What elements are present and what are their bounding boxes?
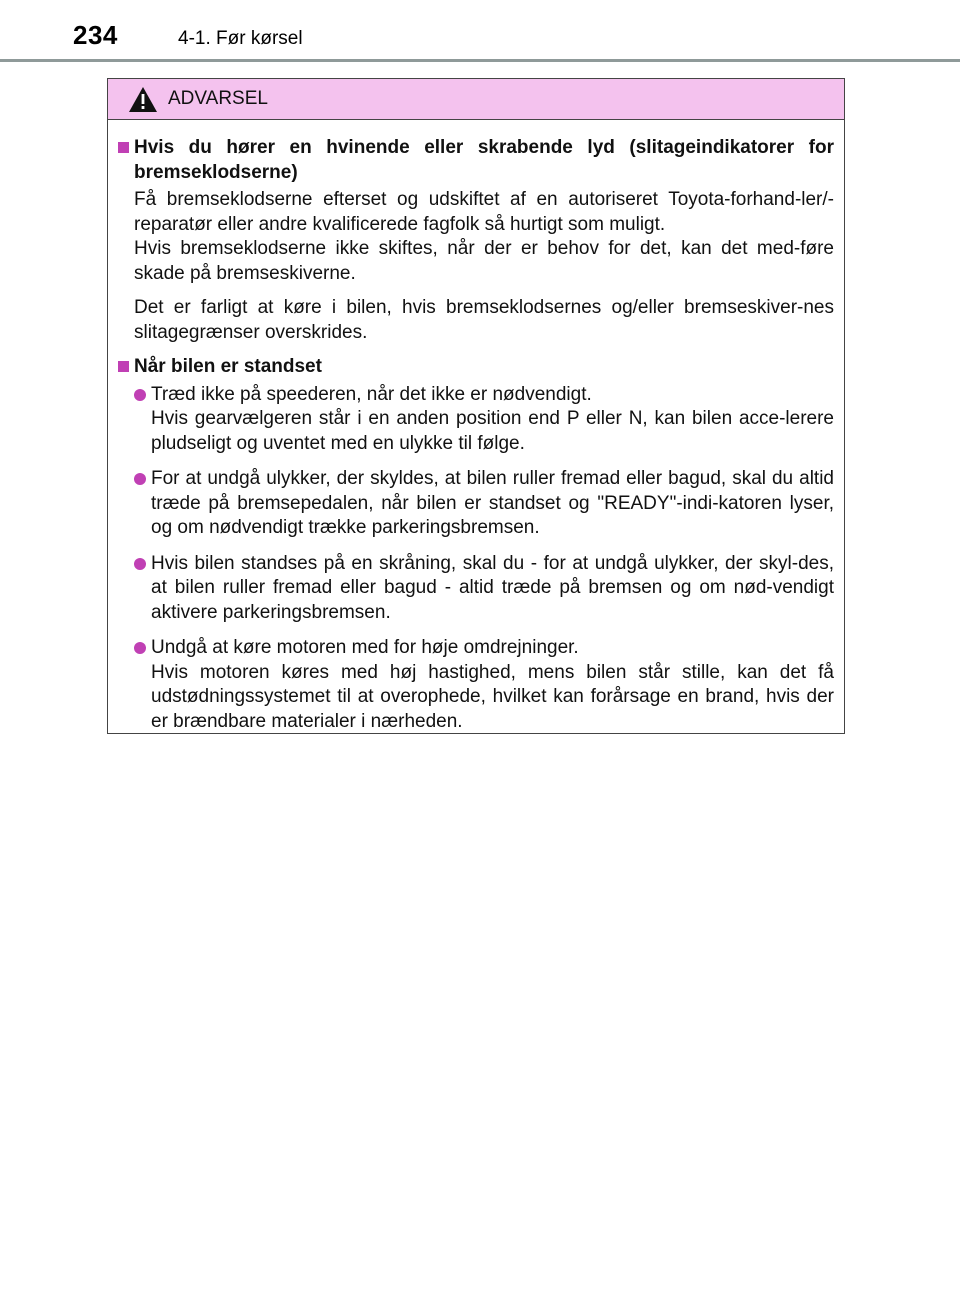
section-heading: Når bilen er standset [118,355,834,380]
warning-title: ADVARSEL [168,88,268,109]
warning-triangle-icon [128,86,158,113]
round-bullet-icon [134,642,146,654]
warning-body [108,120,844,734]
warning-header [108,79,844,120]
paragraph: Få bremseklodserne efterset og udskiftet af en autoriseret Toyota-forhand-ler/-reparatør eller andre kvalificerede fagfolk så hurtigt som muligt. [134,189,834,235]
paragraph: Hvis bremseklodserne ikke skiftes, når der er behov for det, kan det med-føre skade på bremseskiverne. [134,238,834,284]
list-item: For at undgå ulykker, der skyldes, at bilen ruller fremad eller bagud, skal du altid træde på bremsepedalen, når bilen er standset og "READY"-indi-katoren lyser, og om nødvendigt trække parkeringsbremsen. [134,467,834,541]
warning-box [107,78,845,734]
paragraph: Det er farligt at køre i bilen, hvis bremseklodsernes og/eller bremseskiver-nes slitagegrænser overskrides. [134,297,834,343]
list-item: Hvis bilen standses på en skråning, skal du - for at undgå ulykker, der skyl-des, at bilen ruller fremad eller bagud - altid træde på bremsen og om nød-vendigt aktivere parkeringsbremsen. [134,552,834,626]
section-heading: Hvis du hører en hvinende eller skrabende lyd (slitageindikatorer for bremseklodserne) [118,136,834,185]
section-title: 4-1. Før kørsel [178,28,303,49]
round-bullet-icon [134,389,146,401]
square-bullet-icon [118,142,129,153]
page-number: 234 [73,20,118,50]
header-rule [0,59,960,62]
page-header [0,0,960,62]
round-bullet-icon [134,473,146,485]
list-item: Undgå at køre motoren med for høje omdrejninger. Hvis motoren køres med høj hastighed, mens bilen står stille, kan det få udstødningssystemet til at overophede, hvilket kan forårsage en brand, hvis der er brændbare materialer i nærheden. [134,636,834,734]
square-bullet-icon [118,361,129,372]
round-bullet-icon [134,558,146,570]
list-item: Træd ikke på speederen, når det ikke er nødvendigt. Hvis gearvælgeren står i en anden position end P eller N, kan bilen acce-lerere pludseligt og uventet med en ulykke til følge. [134,383,834,457]
